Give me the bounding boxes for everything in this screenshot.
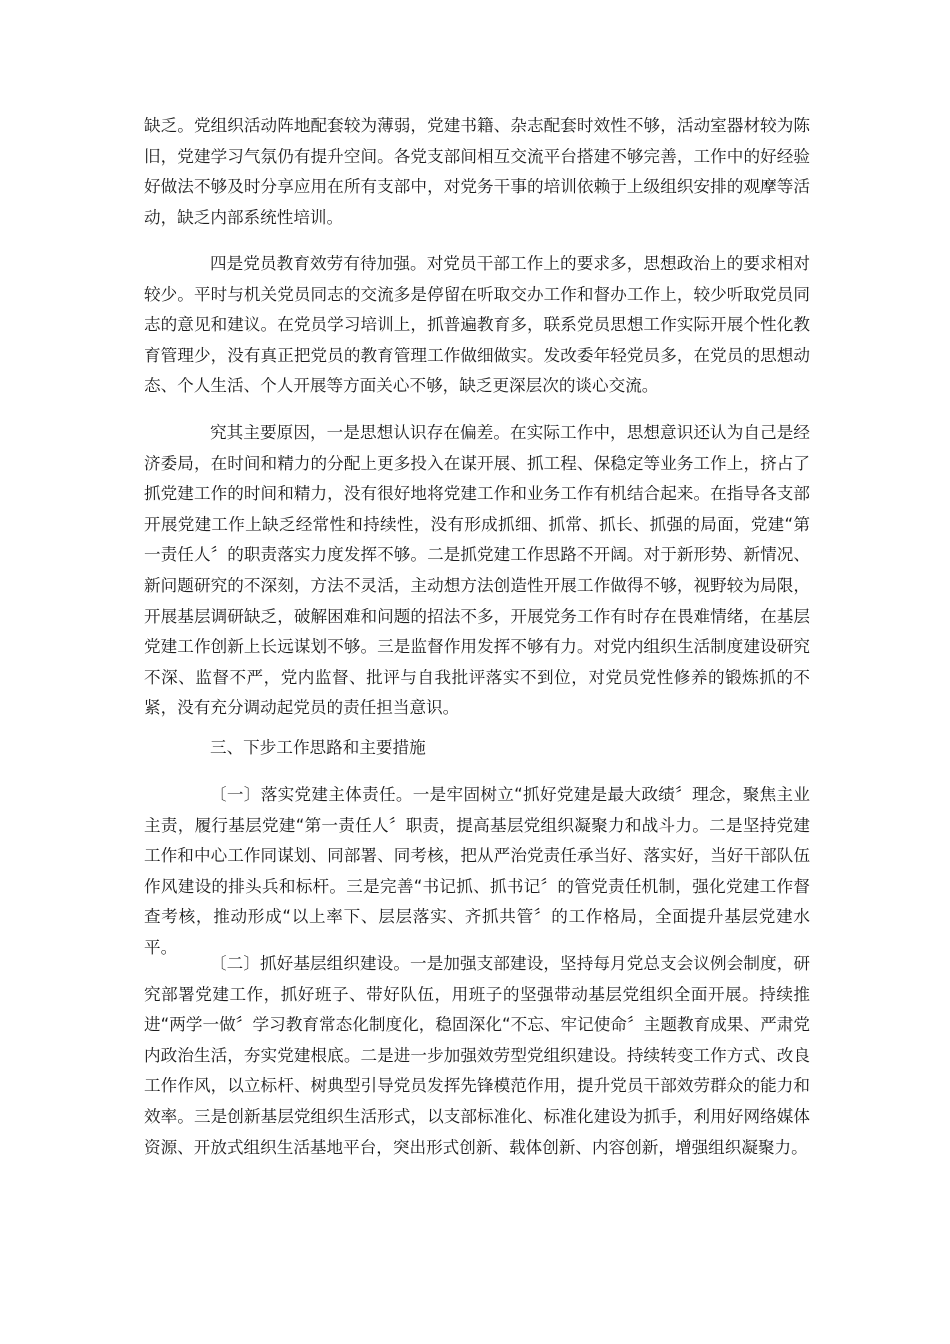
paragraph-root-causes: 究其主要原因，一是思想认识存在偏差。在实际工作中，思想意识还认为自己是经济委局，在时间和精力的分配上更多投入在谋开展、抓工程、保稳定等业务工作上，挤占了抓党建工作的时间和精力，没有很好地将党建工作和业务工作有机结合起来。在指导各支部开展党建工作上缺乏经常性和持续性，没有形成抓细、抓常、抓长、抓强的局面，党建“第一责任人〞的职责落实力度发挥不够。二是抓党建工作思路不开阔。对于新形势、新情况、新问题研究的不深刻，方法不灵活，主动想方法创造性开展工作做得不够，视野较为局限，开展基层调研缺乏，破解困难和问题的招法不多，开展党务工作有时存在畏难情绪，在基层党建工作创新上长远谋划不够。三是监督作用发挥不够有力。对党内组织生活制度建设研究不深、监督不严，党内监督、批评与自我批评落实不到位，对党员党性修养的锻炼抓的不紧，没有充分调动起党员的责任担当意识。	[144, 423, 810, 718]
paragraph-resource-shortage: 缺乏。党组织活动阵地配套较为薄弱，党建书籍、杂志配套时效性不够，活动室器材较为陈旧，党建学习气氛仍有提升空间。各党支部间相互交流平台搭建不够完善，工作中的好经验好做法不够及时分享应用在所有支部中，对党务干事的培训依赖于上级组织安排的观摩等活动，缺乏内部系统性培训。	[144, 116, 810, 227]
section-heading-next-steps: 三、下步工作思路和主要措施	[210, 738, 426, 757]
paragraph-member-education: 四是党员教育效劳有待加强。对党员干部工作上的要求多，思想政治上的要求相对较少。平时与机关党员同志的交流多是停留在听取交办工作和督办工作上，较少听取党员同志的意见和建议。在党员学习培训上，抓普遍教育多，联系党员思想工作实际开展个性化教育管理少，没有真正把党员的教育管理工作做细做实。发改委年轻党员多，在党员的思想动态、个人生活、个人开展等方面关心不够，缺乏更深层次的谈心交流。	[144, 254, 810, 396]
paragraph-measure-1: 〔一〕落实党建主体责任。一是牢固树立“抓好党建是最大政绩〞理念，聚焦主业主责，履行基层党建“第一责任人〞职责，提高基层党组织凝聚力和战斗力。二是坚持党建工作和中心工作同谋划、同部署、同考核，把从严治党责任承当好、落实好，当好干部队伍作风建设的排头兵和标杆。三是完善“书记抓、抓书记〞的管党责任机制，强化党建工作督查考核，推动形成“以上率下、层层落实、齐抓共管〞的工作格局，全面提升基层党建水平。	[144, 785, 810, 957]
paragraph-measure-2: 〔二〕抓好基层组织建设。一是加强支部建设，坚持每月党总支会议例会制度，研究部署党建工作，抓好班子、带好队伍，用班子的坚强带动基层党组织全面开展。持续推进“两学一做〞学习教育常态化制度化，稳固深化“不忘、牢记使命〞主题教育成果、严肃党内政治生活，夯实党建根底。二是进一步加强效劳型党组织建设。持续转变工作方式、改良工作作风，以立标杆、树典型引导党员发挥先锋模范作用，提升党员干部效劳群众的能力和效率。三是创新基层党组织生活形式，以支部标准化、标准化建设为抓手，利用好网络媒体资源、开放式组织生活基地平台，突出形式创新、载体创新、内容创新，增强组织凝聚力。	[144, 954, 810, 1157]
